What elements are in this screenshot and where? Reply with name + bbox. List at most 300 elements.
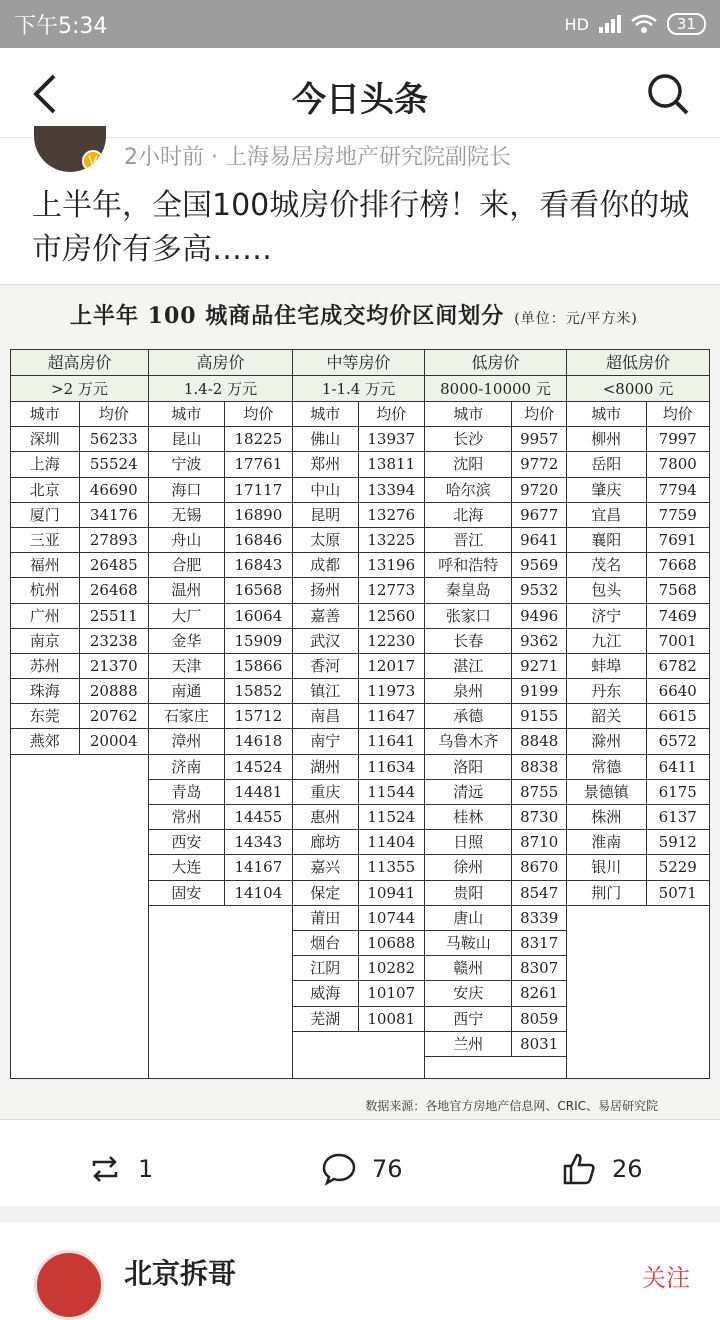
table-row	[425, 1032, 566, 1057]
city-cell: 海口	[149, 478, 225, 502]
city-cell: 重庆	[293, 780, 359, 804]
city-cell: 西安	[149, 830, 225, 854]
like-count: 26	[612, 1155, 643, 1183]
table-row	[293, 478, 424, 503]
city-cell: 郑州	[293, 452, 359, 476]
table-row	[293, 604, 424, 629]
table-row	[149, 805, 292, 830]
city-cell: 襄阳	[567, 528, 647, 552]
price-cell: 10744	[367, 908, 416, 927]
city-cell: 肇庆	[567, 478, 647, 502]
table-row	[149, 452, 292, 477]
table-row	[293, 629, 424, 654]
city-cell: 佛山	[293, 427, 359, 451]
battery-icon: 31	[667, 13, 706, 35]
table-row	[567, 452, 709, 477]
city-cell: 嘉善	[293, 604, 359, 628]
table-header	[149, 402, 292, 427]
price-cell: 6137	[658, 808, 697, 826]
post-meta: 2小时前 · 上海易居房地产研究院副院长	[124, 145, 511, 170]
table-row	[293, 780, 424, 805]
table-row	[567, 729, 709, 754]
city-cell: 淮南	[567, 830, 647, 854]
price-cell: 6411	[658, 757, 697, 776]
city-cell: 金华	[149, 629, 225, 653]
wifi-icon	[631, 14, 657, 34]
price-cell: 7997	[658, 430, 697, 449]
city-cell: 廊坊	[293, 830, 359, 854]
table-row	[149, 553, 292, 578]
table-row	[425, 855, 566, 880]
table-row	[425, 679, 566, 704]
city-cell: 哈尔滨	[425, 478, 512, 502]
city-cell: 清远	[425, 780, 512, 804]
price-cell: 23238	[89, 631, 138, 650]
table-row	[425, 427, 566, 452]
table-header	[425, 402, 566, 427]
table-row	[293, 956, 424, 981]
price-cell: 8710	[520, 833, 559, 852]
table-row	[425, 755, 566, 780]
table-row	[425, 805, 566, 830]
city-cell: 漳州	[149, 729, 225, 753]
city-cell: 马鞍山	[425, 931, 512, 955]
price-cell: 7794	[658, 480, 697, 499]
table-row	[293, 704, 424, 729]
city-cell: 蚌埠	[567, 654, 647, 678]
price-cell: 14455	[234, 808, 283, 826]
table-row	[149, 427, 292, 452]
comment-button[interactable]	[322, 1152, 403, 1186]
like-button[interactable]	[562, 1152, 643, 1186]
price-group-name: 超高房价	[11, 350, 148, 376]
table-row	[567, 578, 709, 603]
table-row	[11, 654, 148, 679]
city-cell: 杭州	[11, 578, 80, 602]
price-cell: 12773	[367, 581, 416, 600]
price-cell: 5229	[658, 858, 697, 877]
price-cell: 6572	[658, 732, 697, 751]
action-bar	[0, 1124, 720, 1208]
price-group-name: 中等房价	[293, 350, 424, 376]
table-row	[567, 704, 709, 729]
price-cell: 11355	[367, 858, 416, 877]
price-cell: 7759	[658, 505, 697, 524]
table-row	[149, 478, 292, 503]
table-row	[293, 528, 424, 553]
city-cell: 长春	[425, 629, 512, 653]
price-cell: 8547	[520, 883, 559, 902]
table-row	[425, 830, 566, 855]
price-cell: 16846	[234, 530, 283, 549]
table-row	[425, 704, 566, 729]
table-row	[149, 881, 292, 906]
city-cell: 柳州	[567, 427, 647, 451]
header-price: 均价	[243, 405, 274, 423]
table-row	[293, 729, 424, 754]
price-cell: 8317	[520, 933, 559, 952]
price-cell: 14343	[234, 833, 283, 852]
price-cell: 6615	[658, 707, 697, 726]
header-city: 城市	[425, 402, 512, 426]
price-cell: 14167	[234, 858, 283, 877]
city-cell: 广州	[11, 604, 80, 628]
table-row	[293, 981, 424, 1006]
table-header	[11, 402, 148, 427]
table-title: 上半年 100 城商品住宅成交均价区间划分 (单位：元/平方米)	[70, 303, 638, 329]
city-cell: 洛阳	[425, 755, 512, 779]
table-row	[425, 528, 566, 553]
price-cell: 20888	[89, 682, 138, 701]
price-cell: 13937	[367, 430, 416, 449]
city-cell: 舟山	[149, 528, 225, 552]
repost-count: 1	[138, 1155, 154, 1183]
city-cell: 宜昌	[567, 503, 647, 527]
price-group-name: 低房价	[425, 350, 566, 376]
table-row	[149, 780, 292, 805]
city-cell: 太原	[293, 528, 359, 552]
price-cell: 56233	[89, 430, 138, 449]
price-cell: 8670	[520, 858, 559, 877]
search-icon[interactable]	[646, 72, 690, 116]
price-cell: 9772	[520, 455, 559, 474]
table-row	[425, 956, 566, 981]
price-table-image[interactable]	[0, 284, 720, 1120]
table-row	[11, 578, 148, 603]
price-cell: 27893	[89, 530, 138, 549]
city-cell: 承德	[425, 704, 512, 728]
header-price: 均价	[524, 405, 555, 423]
price-cell: 17117	[234, 480, 283, 499]
city-cell: 武汉	[293, 629, 359, 653]
page-title: 今日头条	[292, 80, 428, 120]
price-group-column	[149, 350, 293, 1078]
city-cell: 韶关	[567, 704, 647, 728]
price-cell: 12560	[367, 606, 416, 625]
city-cell: 西宁	[425, 1007, 512, 1031]
table-row	[425, 780, 566, 805]
comment-icon	[322, 1152, 356, 1186]
city-cell: 长沙	[425, 427, 512, 451]
post-headline[interactable]: 上半年，全国100城房价排行榜！来，看看你的城市房价有多高……	[32, 188, 690, 267]
city-cell: 三亚	[11, 528, 80, 552]
price-cell: 7568	[658, 581, 697, 600]
price-cell: 6175	[658, 782, 697, 801]
city-cell: 青岛	[149, 780, 225, 804]
header-city: 城市	[11, 402, 80, 426]
table-row	[293, 553, 424, 578]
top-nav	[0, 48, 720, 138]
price-cell: 9362	[520, 631, 559, 650]
table-row	[11, 704, 148, 729]
price-cell: 46690	[89, 480, 138, 499]
header-price: 均价	[662, 405, 693, 423]
next-author-avatar[interactable]	[34, 1250, 104, 1320]
city-cell: 香河	[293, 654, 359, 678]
table-row	[425, 478, 566, 503]
table-row	[149, 679, 292, 704]
price-cell: 5071	[658, 883, 697, 902]
table-row	[425, 881, 566, 906]
table-row	[293, 578, 424, 603]
table-row	[293, 881, 424, 906]
table-row	[425, 1007, 566, 1032]
price-cell: 10282	[367, 959, 416, 978]
price-cell: 14618	[234, 732, 283, 751]
price-cell: 12230	[367, 631, 416, 650]
city-cell: 乌鲁木齐	[425, 729, 512, 753]
city-cell: 荆门	[567, 881, 647, 905]
price-cell: 16064	[234, 606, 283, 625]
table-row	[567, 427, 709, 452]
city-cell: 石家庄	[149, 704, 225, 728]
table-row	[293, 805, 424, 830]
city-cell: 昆山	[149, 427, 225, 451]
signal-icon	[599, 15, 621, 33]
table-row	[149, 604, 292, 629]
table-row	[11, 427, 148, 452]
price-cell: 8848	[520, 732, 559, 751]
table-row	[293, 1007, 424, 1032]
price-cell: 11641	[367, 732, 416, 751]
price-cell: 11544	[367, 782, 416, 801]
price-cell: 8339	[520, 908, 559, 927]
city-cell: 北海	[425, 503, 512, 527]
city-cell: 景德镇	[567, 780, 647, 804]
city-cell: 贵阳	[425, 881, 512, 905]
table-row	[149, 629, 292, 654]
table-row	[425, 604, 566, 629]
price-cell: 9199	[520, 682, 559, 701]
next-author-name[interactable]: 北京拆哥	[124, 1257, 237, 1290]
city-cell: 固安	[149, 881, 225, 905]
city-cell: 北京	[11, 478, 80, 502]
price-cell: 21370	[89, 656, 138, 675]
network-label: HD	[564, 14, 589, 34]
table-row	[149, 654, 292, 679]
city-cell: 中山	[293, 478, 359, 502]
city-cell: 烟台	[293, 931, 359, 955]
price-cell: 15866	[234, 656, 283, 675]
price-cell: 9641	[520, 530, 559, 549]
city-cell: 嘉兴	[293, 855, 359, 879]
table-row	[11, 503, 148, 528]
table-row	[425, 729, 566, 754]
table-row	[293, 830, 424, 855]
table-row	[425, 578, 566, 603]
table-row	[11, 528, 148, 553]
table-row	[149, 855, 292, 880]
city-cell: 徐州	[425, 855, 512, 879]
city-cell: 上海	[11, 452, 80, 476]
table-row	[567, 503, 709, 528]
city-cell: 滁州	[567, 729, 647, 753]
city-cell: 赣州	[425, 956, 512, 980]
table-row	[567, 654, 709, 679]
table-row	[149, 503, 292, 528]
city-cell: 福州	[11, 553, 80, 577]
city-cell: 芜湖	[293, 1007, 359, 1031]
table-row	[293, 906, 424, 931]
price-cell: 9271	[520, 656, 559, 675]
price-cell: 8059	[520, 1009, 559, 1028]
table-row	[149, 755, 292, 780]
price-cell: 15909	[234, 631, 283, 650]
table-row	[11, 553, 148, 578]
table-row	[425, 629, 566, 654]
city-cell: 唐山	[425, 906, 512, 930]
price-cell: 14481	[234, 782, 283, 801]
price-group-range: <8000 元	[567, 376, 709, 402]
city-cell: 秦皇岛	[425, 578, 512, 602]
table-row	[567, 830, 709, 855]
price-cell: 7800	[658, 455, 697, 474]
city-cell: 济宁	[567, 604, 647, 628]
table-header	[567, 402, 709, 427]
city-cell: 天津	[149, 654, 225, 678]
table-row	[293, 654, 424, 679]
price-cell: 16890	[234, 505, 283, 524]
repost-button[interactable]	[88, 1152, 153, 1186]
table-row	[149, 830, 292, 855]
city-cell: 九江	[567, 629, 647, 653]
table-row	[567, 881, 709, 906]
price-cell: 11404	[367, 833, 416, 852]
header-price: 均价	[98, 405, 129, 423]
city-cell: 湖州	[293, 755, 359, 779]
price-cell: 10107	[367, 984, 416, 1003]
city-cell: 南昌	[293, 704, 359, 728]
table-row	[567, 679, 709, 704]
price-cell: 26468	[89, 581, 138, 600]
header-city: 城市	[567, 402, 647, 426]
comment-count: 76	[372, 1155, 403, 1183]
price-cell: 34176	[89, 505, 138, 524]
city-cell: 南通	[149, 679, 225, 703]
price-cell: 13276	[367, 505, 416, 524]
city-cell: 常州	[149, 805, 225, 829]
table-row	[425, 452, 566, 477]
table-header	[293, 402, 424, 427]
table-row	[425, 654, 566, 679]
table-row	[567, 604, 709, 629]
price-cell: 10081	[367, 1009, 416, 1028]
city-cell: 沈阳	[425, 452, 512, 476]
price-group-range: 8000-10000 元	[425, 376, 566, 402]
price-cell: 20762	[89, 707, 138, 726]
table-row	[149, 528, 292, 553]
table-row	[293, 452, 424, 477]
table-row	[149, 704, 292, 729]
price-cell: 9720	[520, 480, 559, 499]
city-cell: 昆明	[293, 503, 359, 527]
price-cell: 15852	[234, 682, 283, 701]
city-cell: 大连	[149, 855, 225, 879]
price-cell: 8261	[520, 984, 559, 1003]
city-cell: 保定	[293, 881, 359, 905]
price-group-range: >2 万元	[11, 376, 148, 402]
table-row	[567, 528, 709, 553]
price-cell: 12017	[367, 656, 416, 675]
table-row	[567, 755, 709, 780]
table-row	[425, 503, 566, 528]
city-cell: 岳阳	[567, 452, 647, 476]
city-cell: 泉州	[425, 679, 512, 703]
city-cell: 东莞	[11, 704, 80, 728]
follow-button[interactable]: 关注	[642, 1264, 690, 1292]
city-cell: 无锡	[149, 503, 225, 527]
city-cell: 张家口	[425, 604, 512, 628]
city-cell: 厦门	[11, 503, 80, 527]
table-row	[425, 931, 566, 956]
city-cell: 宁波	[149, 452, 225, 476]
price-cell: 15712	[234, 707, 283, 726]
price-cell: 11634	[367, 757, 416, 776]
price-group-column	[567, 350, 709, 1078]
city-cell: 呼和浩特	[425, 553, 512, 577]
table-row	[293, 503, 424, 528]
author-avatar[interactable]	[34, 126, 106, 172]
price-cell: 16568	[234, 581, 283, 600]
price-cell: 11524	[367, 808, 416, 826]
city-cell: 兰州	[425, 1032, 512, 1056]
city-cell: 燕郊	[11, 729, 80, 753]
city-cell: 扬州	[293, 578, 359, 602]
table-row	[567, 805, 709, 830]
table-row	[567, 553, 709, 578]
city-cell: 莆田	[293, 906, 359, 930]
price-cell: 11973	[367, 682, 416, 701]
table-row	[149, 729, 292, 754]
price-cell: 7001	[658, 631, 697, 650]
feed-separator	[0, 1206, 720, 1222]
price-cell: 16843	[234, 556, 283, 575]
price-cell: 7691	[658, 530, 697, 549]
price-cell: 8307	[520, 959, 559, 978]
table-row	[11, 452, 148, 477]
city-cell: 桂林	[425, 805, 512, 829]
city-cell: 成都	[293, 553, 359, 577]
price-cell: 13225	[367, 530, 416, 549]
price-group-name: 高房价	[149, 350, 292, 376]
price-cell: 10941	[367, 883, 416, 902]
table-row	[425, 553, 566, 578]
city-cell: 南京	[11, 629, 80, 653]
price-cell: 26485	[89, 556, 138, 575]
price-cell: 7668	[658, 556, 697, 575]
price-cell: 6640	[658, 682, 697, 701]
status-bar	[0, 0, 720, 48]
repost-icon	[88, 1152, 122, 1186]
price-cell: 9957	[520, 430, 559, 449]
table-row	[11, 629, 148, 654]
table-row	[293, 755, 424, 780]
city-cell: 日照	[425, 830, 512, 854]
city-cell: 温州	[149, 578, 225, 602]
table-row	[293, 931, 424, 956]
price-cell: 25511	[89, 606, 138, 625]
city-cell: 南宁	[293, 729, 359, 753]
table-row	[425, 906, 566, 931]
price-cell: 13394	[367, 480, 416, 499]
city-cell: 湛江	[425, 654, 512, 678]
city-cell: 大厂	[149, 604, 225, 628]
table-row	[11, 604, 148, 629]
city-cell: 株洲	[567, 805, 647, 829]
price-cell: 9155	[520, 707, 559, 726]
city-cell: 镇江	[293, 679, 359, 703]
price-cell: 20004	[89, 732, 138, 751]
